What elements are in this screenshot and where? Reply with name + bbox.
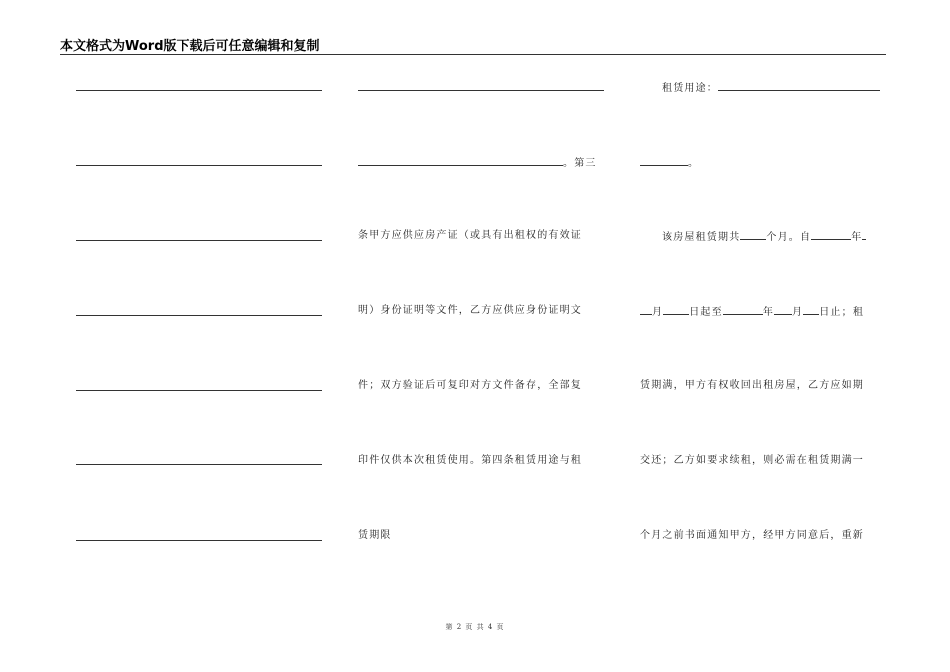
blank-field	[803, 305, 819, 315]
blank-field	[723, 305, 763, 315]
text-segment: 年	[851, 232, 863, 243]
blank-line	[358, 90, 604, 91]
header-title: 本文格式为Word版下载后可任意编辑和复制	[60, 39, 320, 54]
right-line-5: 赁期满，甲方有权收回出租房屋，乙方应如期	[640, 380, 864, 391]
text-segment: 。	[688, 158, 700, 169]
blank-field	[663, 305, 689, 315]
text-segment: 月	[792, 307, 804, 318]
text-segment: 月	[652, 307, 664, 318]
blank-line	[76, 540, 322, 541]
blank-line	[76, 464, 322, 465]
text-segment: 日起至	[689, 307, 723, 318]
right-line-7: 个月之前书面通知甲方，经甲方同意后，重新	[640, 530, 864, 541]
middle-line-4: 明）身份证明等文件，乙方应供应身份证明文	[358, 305, 582, 316]
blank-field	[774, 305, 792, 315]
text-segment: 该房屋租赁期共	[662, 232, 741, 243]
blank-line	[76, 240, 322, 241]
right-line-1	[662, 81, 880, 95]
middle-line-3: 条甲方应供应房产证（或具有出租权的有效证	[358, 230, 582, 241]
page-footer: 第 2 页 共 4 页	[445, 623, 505, 631]
blank-field	[640, 305, 652, 315]
right-line-2	[640, 156, 699, 170]
blank-line	[76, 315, 322, 316]
blank-line	[76, 165, 322, 166]
right-line-6: 交还；乙方如要求续租，则必需在租赁期满一	[640, 455, 864, 466]
text-segment: 日止；租	[819, 307, 865, 318]
blank-line	[76, 90, 322, 91]
text-segment: 个月。自	[766, 232, 812, 243]
blank-field	[640, 156, 688, 166]
middle-line-2	[358, 156, 597, 170]
blank-field	[358, 156, 563, 166]
middle-line-5: 件；双方验证后可复印对方文件备存，全部复	[358, 380, 582, 391]
middle-line-6: 印件仅供本次租赁使用。第四条租赁用途与租	[358, 455, 582, 466]
page-header	[60, 34, 886, 55]
right-line-4	[640, 305, 864, 319]
middle-line-7: 赁期限	[358, 530, 392, 541]
text-segment: 。第三	[563, 158, 597, 169]
usage-label: 租赁用途：	[662, 83, 718, 94]
blank-field	[811, 230, 851, 240]
right-line-3	[662, 230, 866, 244]
text-segment: 年	[762, 307, 775, 318]
blank-field	[718, 81, 880, 91]
blank-field	[862, 230, 866, 240]
blank-line	[76, 390, 322, 391]
blank-field	[740, 230, 766, 240]
